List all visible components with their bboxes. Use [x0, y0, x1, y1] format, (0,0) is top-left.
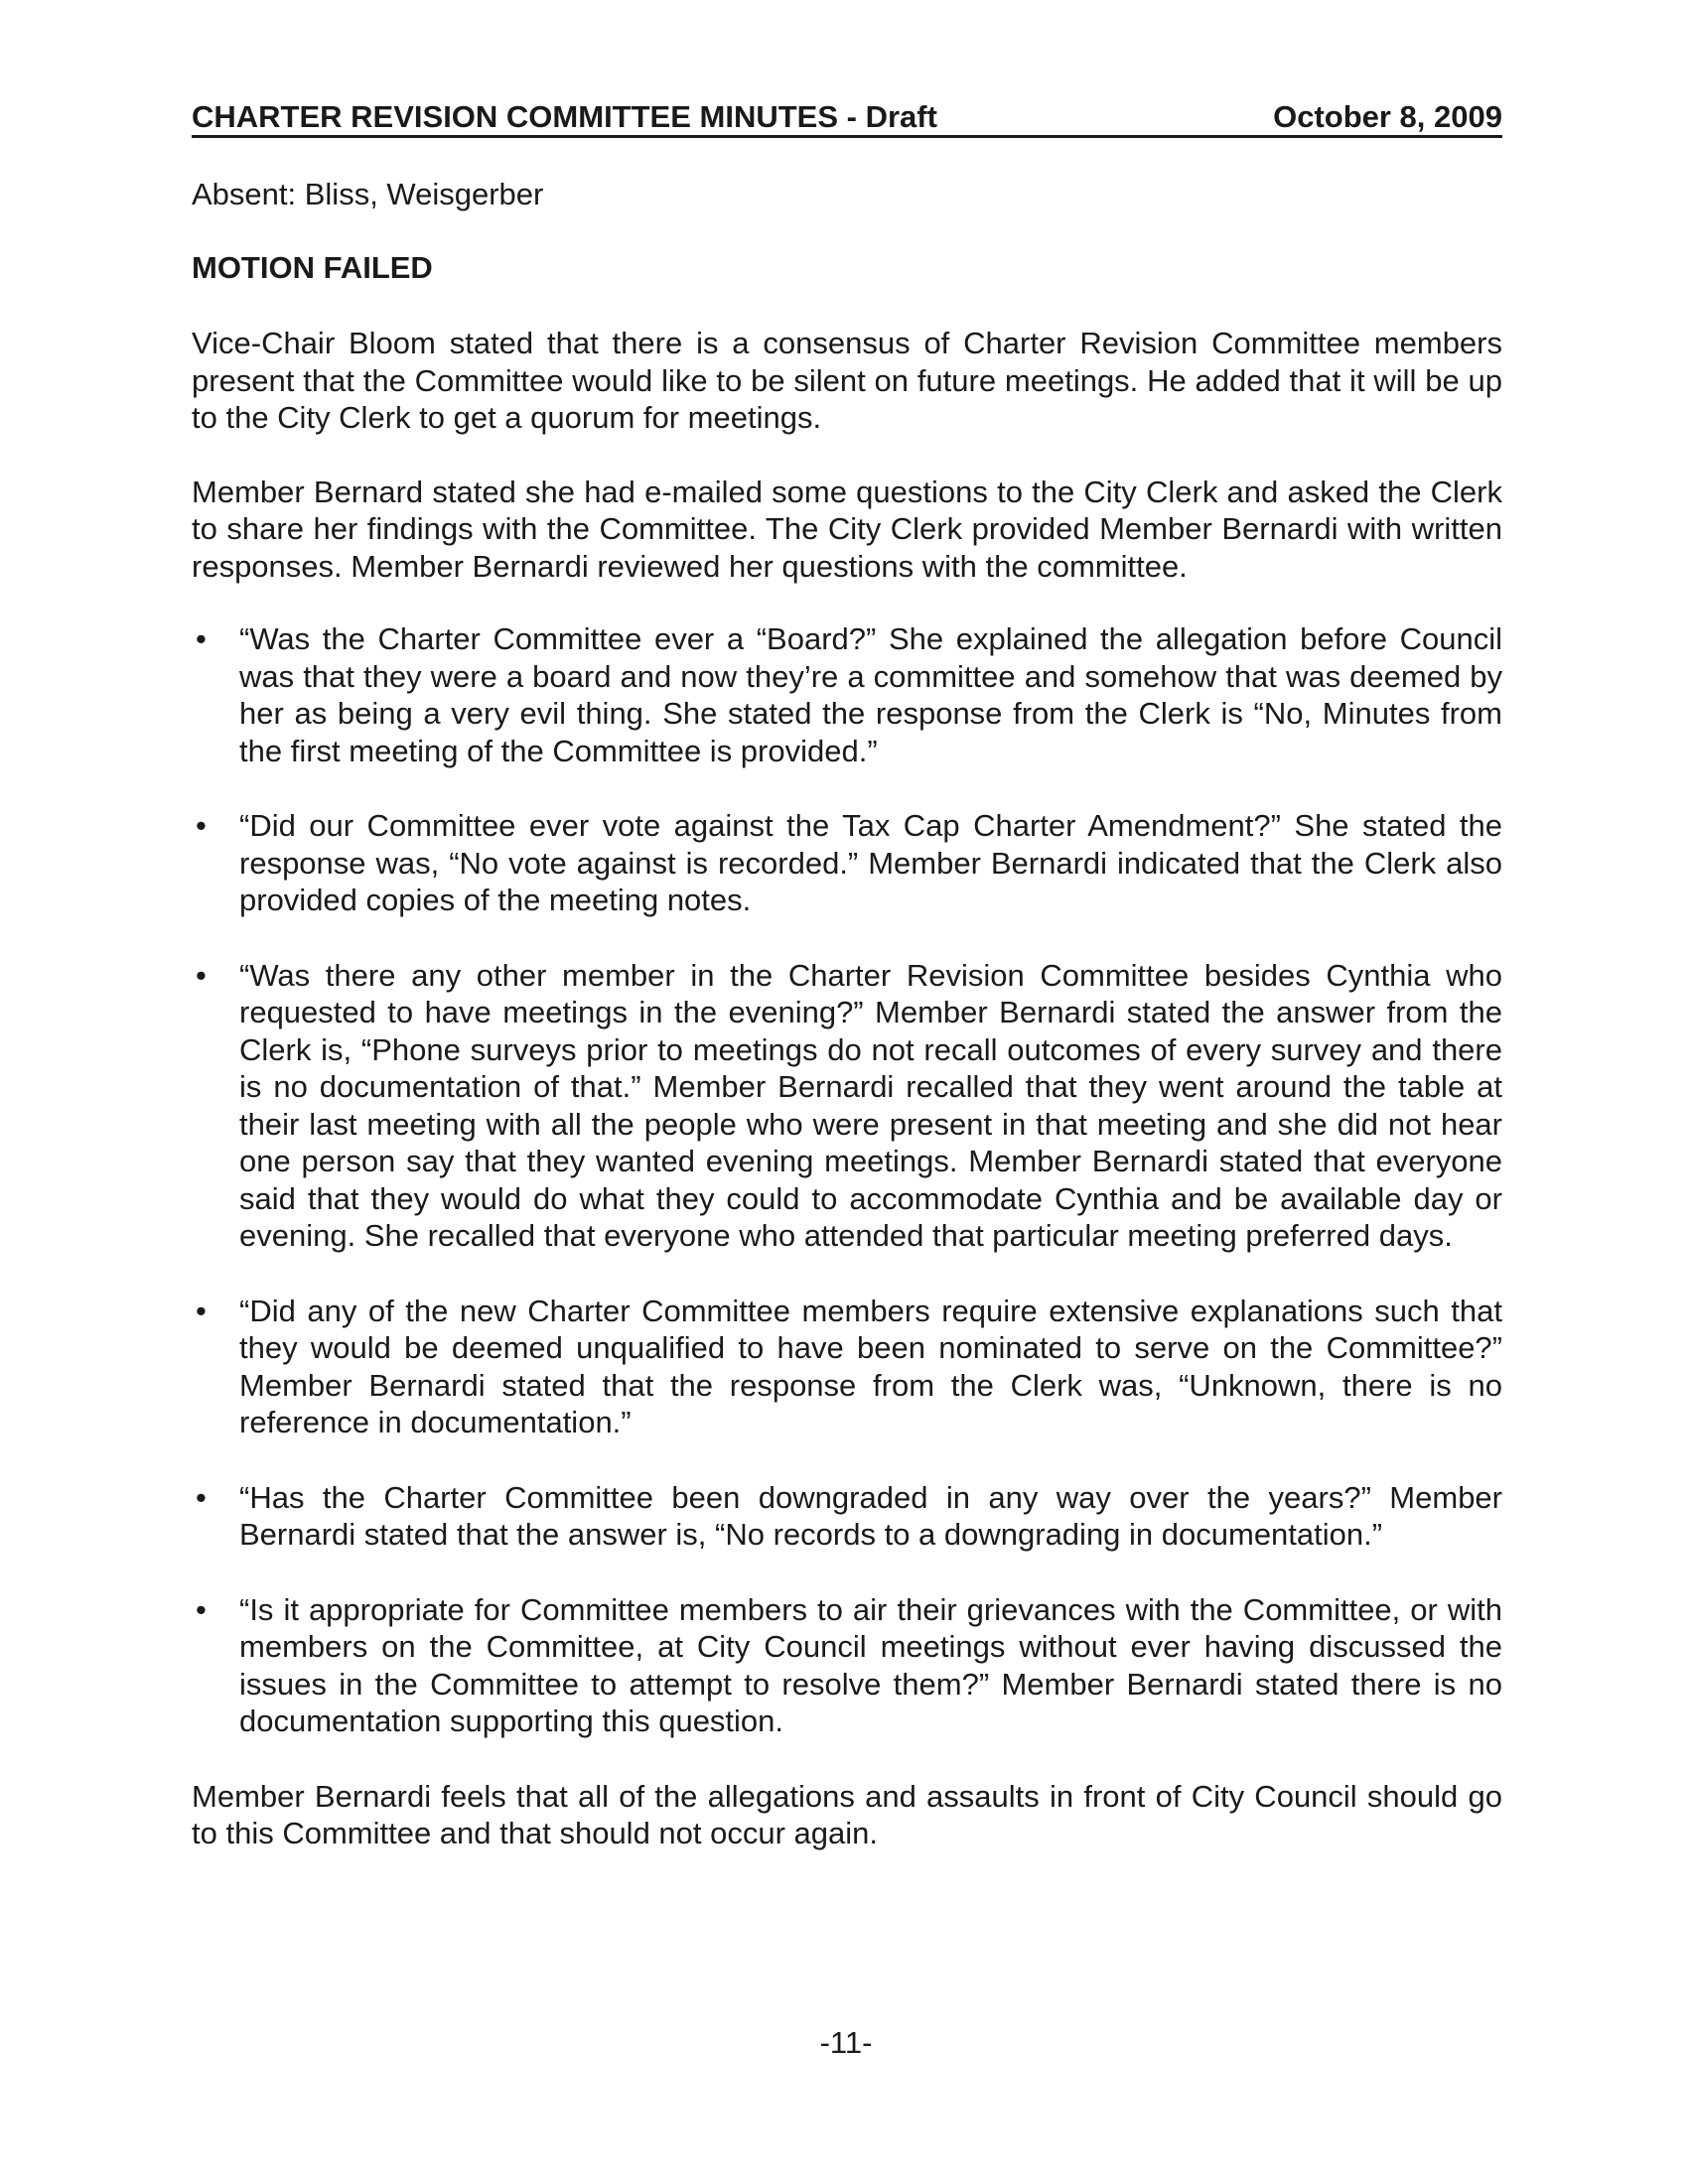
- bullet-icon: •: [196, 1293, 207, 1328]
- list-item-text: “Was there any other member in the Charter Revision Committee besides Cynthia who requested to have meetings in the evening?” Member Bernardi stated the answer from the Clerk is, “Phone surveys prior to meetings do not recall outcomes of every survey and there is no documentation of that.” Member Bernardi recalled that they went around the table at their last meeting with all the people who were present in that meeting and she did not hear one person say that they wanted evening meetings. Member Bernardi stated that everyone said that they would do what they could to accommodate Cynthia and be available day or evening. She recalled that everyone who attended that particular meeting preferred days.: [239, 957, 1502, 1253]
- list-item-text: “Did any of the new Charter Committee members require extensive explanations such that they would be deemed unqualified to have been nominated to serve on the Committee?” Member Bernardi stated that the response from the Clerk was, “Unknown, there is no reference in documentation.”: [239, 1293, 1502, 1439]
- list-item: [192, 1293, 1502, 1441]
- document-title: CHARTER REVISION COMMITTEE MINUTES - Draft: [192, 99, 937, 134]
- paragraph-closing: Member Bernardi feels that all of the allegations and assaults in front of City Council should go to this Committee and that should not occur again.: [192, 1778, 1502, 1850]
- question-list: [192, 620, 1502, 1740]
- list-item: [192, 957, 1502, 1255]
- paragraph-consensus: Vice-Chair Bloom stated that there is a consensus of Charter Revision Committee members present that the Committee would like to be silent on future meetings. He added that it will be up to the City Clerk to get a quorum for meetings.: [192, 326, 1502, 435]
- document-date: October 8, 2009: [1273, 99, 1502, 134]
- list-item: [192, 620, 1502, 769]
- absent-members: Absent: Bliss, Weisgerber: [192, 177, 544, 211]
- motion-heading: MOTION FAILED: [192, 250, 433, 285]
- page-header: [192, 99, 1502, 138]
- bullet-icon: •: [196, 621, 207, 656]
- list-item: [192, 1479, 1502, 1554]
- list-item: [192, 1591, 1502, 1740]
- list-item-text: “Was the Charter Committee ever a “Board?” She explained the allegation before Council was that they were a board and now they’re a committee and somehow that was deemed by her as being a very evil thing. She stated the response from the Clerk is “No, Minutes from the first meeting of the Committee is provided.”: [239, 621, 1502, 768]
- bullet-icon: •: [196, 808, 207, 843]
- list-item-text: “Did our Committee ever vote against the Tax Cap Charter Amendment?” She stated the response was, “No vote against is recorded.” Member Bernardi indicated that the Clerk also provided copies of the meeting notes.: [239, 808, 1502, 917]
- bullet-icon: •: [196, 1479, 207, 1515]
- document-page: [192, 99, 1502, 1852]
- list-item: [192, 807, 1502, 919]
- list-item-text: “Is it appropriate for Committee members to air their grievances with the Committee, or with members on the Committee, at City Council meetings without ever having discussed the issues in the Committee to attempt to resolve them?” Member Bernardi stated there is no documentation supporting this question.: [239, 1591, 1502, 1738]
- list-item-text: “Has the Charter Committee been downgraded in any way over the years?” Member Bernardi stated that the answer is, “No records to a downgrading in documentation.”: [239, 1479, 1502, 1552]
- bullet-icon: •: [196, 1591, 207, 1627]
- bullet-icon: •: [196, 957, 207, 993]
- page-number: -11-: [819, 2025, 873, 2060]
- paragraph-questions: Member Bernard stated she had e-mailed some questions to the City Clerk and asked the Clerk to share her findings with the Committee. The City Clerk provided Member Bernardi with written responses. Member Bernardi reviewed her questions with the committee.: [192, 474, 1502, 584]
